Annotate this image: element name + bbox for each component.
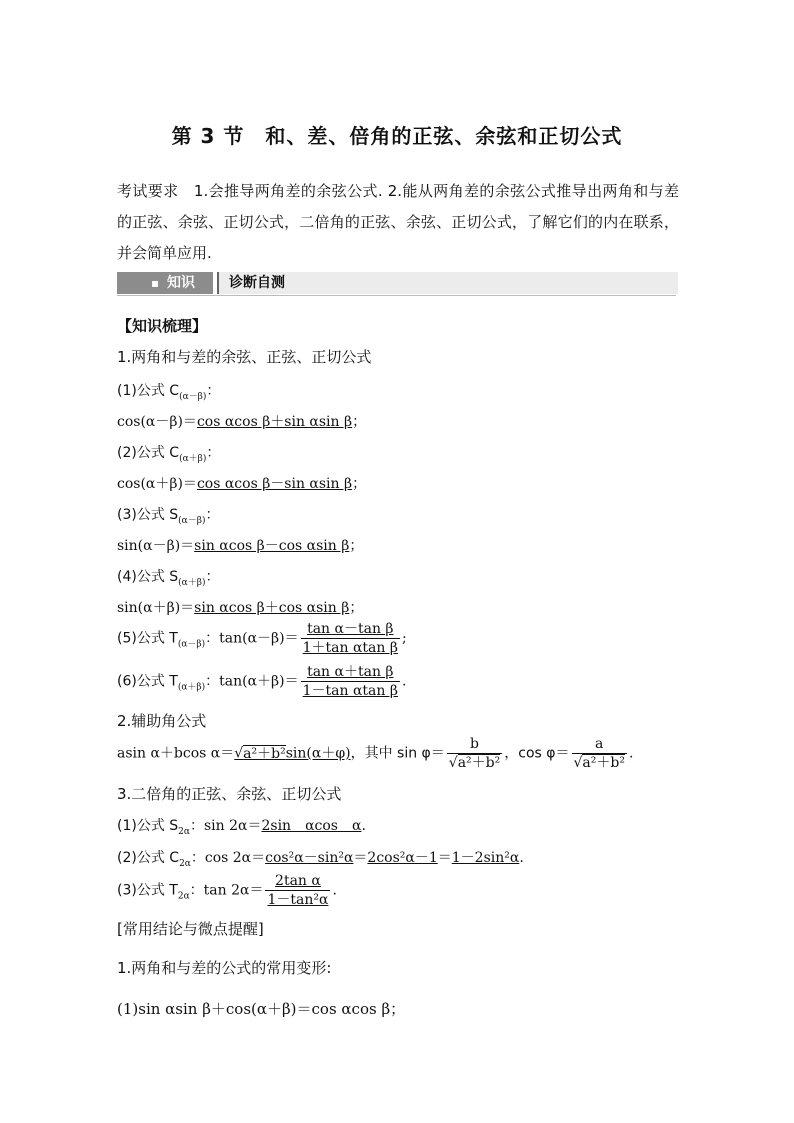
f6-fraction: $\frac{\text{tan α＋tan β}}{\text{1－tan αtan β}}$ — [302, 664, 398, 699]
f1-formula: cos(α－β)＝cos αcos β＋sin αsin β； — [117, 414, 367, 430]
d1-answer: 2sin αcos α — [261, 818, 362, 834]
d3-fraction: $\frac{\text{2tan α}}{\text{1－tan²α}}$ — [267, 873, 329, 908]
f3-formula: sin(α－β)＝sin αcos β－cos αsin β； — [117, 538, 364, 554]
t1-title: 1.两角和与差的公式的常用变形: — [117, 959, 332, 977]
page-title: 第 3 节 和、差、倍角的正弦、余弦和正切公式 — [171, 124, 623, 148]
aux-frac-cos: $\frac{a}{\text{√a²＋b²}}$ — [573, 736, 625, 771]
banner-right-label: 诊断自测 — [229, 275, 285, 291]
banner-right — [217, 272, 678, 294]
f1-label: (1)公式 $C_{(\alpha-\beta)}$： — [117, 383, 221, 402]
d2-formula: (2)公式 $C_{2\alpha}$：cos 2α＝cos²α－sin²α＝2cos²α－1＝1－2sin²α. — [117, 850, 524, 869]
f4-label: (4)公式 $S_{(\alpha+\beta)}$： — [117, 569, 220, 588]
aux-answer: √a²＋b²sin(α＋φ) — [234, 745, 351, 762]
d1-formula: (1)公式 $S_{2\alpha}$：sin 2α＝2sin αcos α. — [117, 818, 366, 837]
f2-formula: cos(α＋β)＝cos αcos β－sin αsin β； — [117, 476, 367, 492]
s1-title: 1.两角和与差的余弦、正弦、正切公式 — [117, 348, 372, 366]
t1-formula: (1)sin αsin β＋cos(α＋β)＝cos αcos β； — [117, 1000, 406, 1018]
d3-formula: (3)公式 $T_{2\alpha}$：tan 2α＝ $\frac{\text{2tan α}}{\text{1－tan²α}}$ . — [117, 873, 337, 908]
f5-formula: (5)公式 $T_{(\alpha-\beta)}$：tan(α－β)＝ $\frac{\text{tan α－tan β}}{\text{1＋tan αtan β}}$ ; — [117, 621, 407, 656]
section-header: 【知识梳理】 — [117, 317, 208, 335]
s2-title: 2.辅助角公式 — [117, 712, 207, 730]
banner-left — [117, 272, 213, 294]
f2-answer: cos αcos β－sin αsin β — [196, 476, 353, 492]
section-banner — [117, 272, 676, 296]
f3-answer: sin αcos β－cos αsin β — [194, 538, 350, 554]
banner-left-label: 知识 — [167, 275, 195, 291]
exam-requirement: 考试要求 1.会推导两角差的余弦公式. 2.能从两角差的余弦公式推导出两角和与差的正弦、余弦、正切公式，二倍角的正弦、余弦、正切公式，了解它们的内在联系，并会简单应用. — [117, 182, 679, 262]
aux-formula: asin α＋bcos α＝√a²＋b²sin(α＋φ)，其中 sin φ＝ $\frac{b}{\text{√a²＋b²}}$ ，cos φ＝ $\frac{a}{\text{√a²＋b²}}$ . — [117, 736, 634, 771]
tips-header: [常用结论与微点提醒] — [117, 920, 264, 938]
s3-title: 3.二倍角的正弦、余弦、正切公式 — [117, 785, 342, 803]
f5-fraction: $\frac{\text{tan α－tan β}}{\text{1＋tan αtan β}}$ — [302, 621, 398, 656]
f1-answer: cos αcos β＋sin αsin β — [196, 414, 353, 430]
f2-label: (2)公式 $C_{(\alpha+\beta)}$： — [117, 445, 221, 464]
f4-formula: sin(α＋β)＝sin αcos β＋cos αsin β； — [117, 600, 364, 616]
aux-frac-sin: $\frac{b}{\text{√a²＋b²}}$ — [448, 736, 501, 771]
bullet-icon: ▪ — [151, 276, 160, 290]
f3-label: (3)公式 $S_{(\alpha-\beta)}$： — [117, 507, 220, 526]
f6-formula: (6)公式 $T_{(\alpha+\beta)}$：tan(α＋β)＝ $\frac{\text{tan α＋tan β}}{\text{1－tan αtan β}}$ . — [117, 664, 407, 699]
banner-rule — [117, 295, 676, 296]
f4-answer: sin αcos β＋cos αsin β — [194, 600, 350, 616]
